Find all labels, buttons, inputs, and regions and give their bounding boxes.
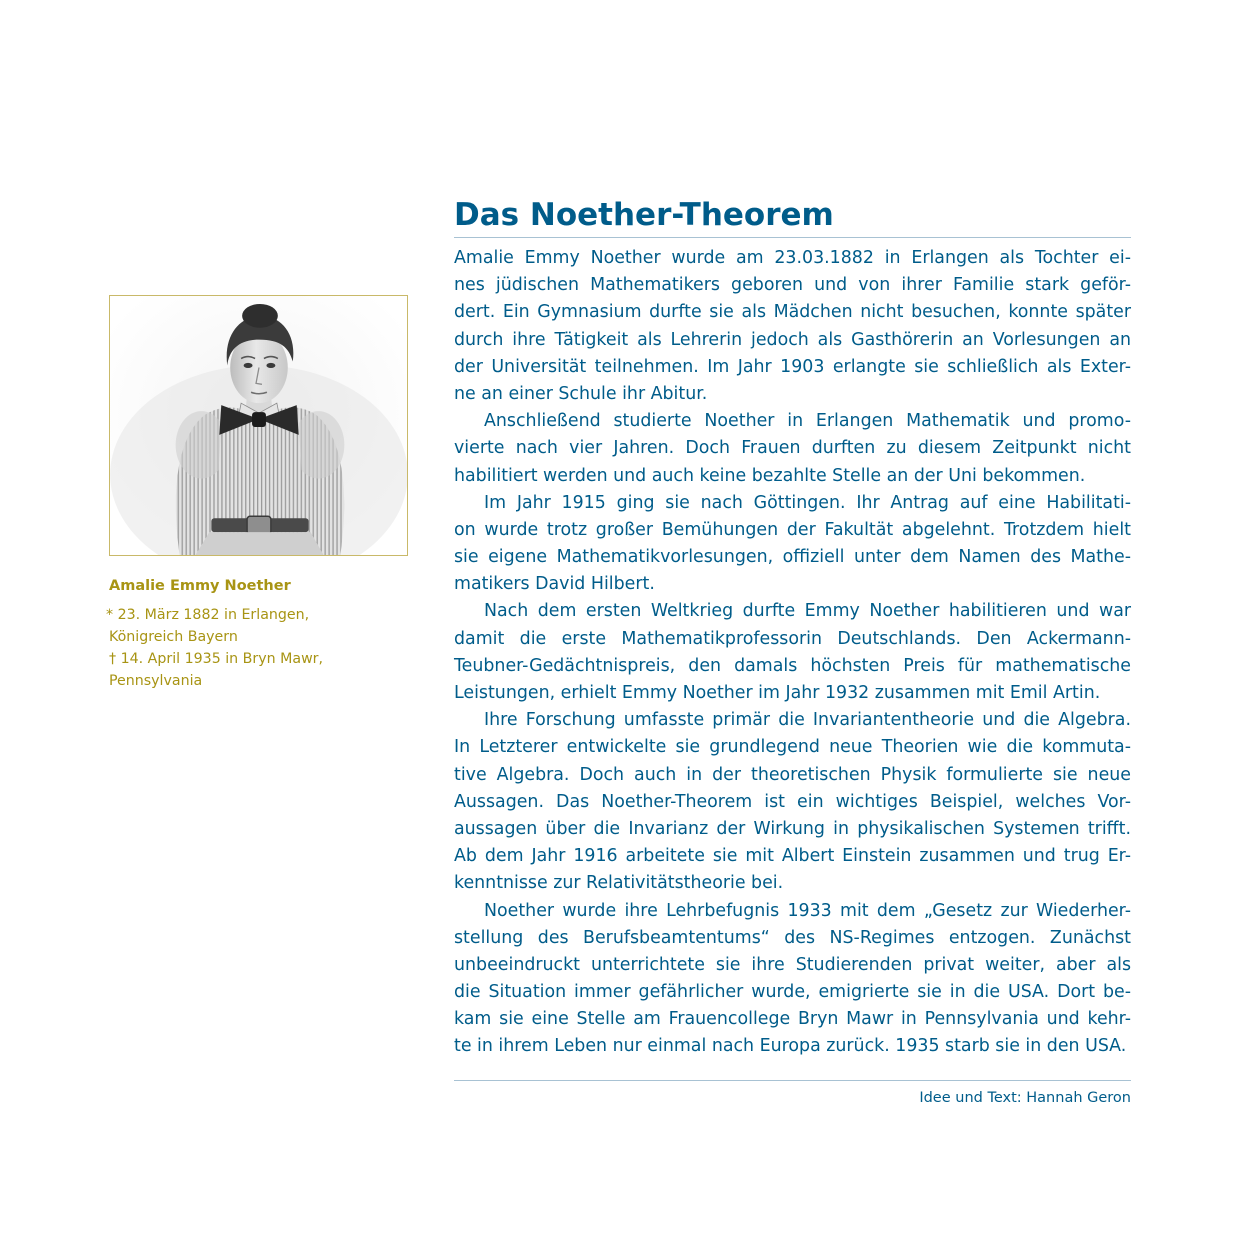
text-line: Ab dem Jahr 1916 arbeitete sie mit Albert Einstein zusammen und trug Er- [454,846,1131,867]
footer-divider [454,1080,1131,1081]
text-line: habilitiert werden und auch keine bezahlte Stelle an der Uni bekommen. [454,465,1086,486]
portrait-illustration [110,296,407,555]
text-line: ne an einer Schule ihr Abitur. [454,383,708,404]
text-line: Leistungen, erhielt Emmy Noether im Jahr 1932 zusammen mit Emil Artin. [454,683,1101,703]
text-line: sie eigene Mathematikvorlesungen, offiziell unter dem Namen des Mathe- [454,547,1131,568]
article [454,195,1131,1061]
text-line: der Universität teilnehmen. Im Jahr 1903 erlangte sie schließlich als Exter- [454,356,1131,377]
caption-name: Amalie Emmy Noether [109,578,291,594]
text-line: In Letzterer entwickelte sie grundlegend neue Theorien wie die kommuta- [454,737,1131,758]
article-body [454,245,1131,1061]
caption-birth-place: Königreich Bayern [109,629,238,645]
text-line: kam sie eine Stelle am Frauencollege Bryn Mawr in Pennsylvania und kehr- [454,1009,1131,1030]
page-title: Das Noether-Theorem [454,197,834,233]
text-line: durch ihre Tätigkeit als Lehrerin jedoch als Gasthörerin an Vorlesungen an [454,329,1131,350]
text-line: te in ihrem Leben nur einmal nach Europa zurück. 1935 starb sie in den USA. [454,1036,1127,1057]
text-line: matikers David Hilbert. [454,574,655,595]
text-line: Teubner-Gedächtnispreis, den damals höchsten Preis für mathematische [454,655,1131,676]
text-line: nes jüdischen Mathematikers geboren und von ihrer Familie stark geför- [454,275,1131,296]
portrait-caption [106,576,409,692]
text-line: Ihre Forschung umfasste primär die Invariantentheorie und die Algebra. [484,710,1131,731]
text-line: kenntnisse zur Relativitätstheorie bei. [454,873,784,894]
text-line: Im Jahr 1915 ging sie nach Göttingen. Ihr Antrag auf eine Habilitati- [484,492,1131,513]
text-line: tive Algebra. Doch auch in der theoretischen Physik formulierte sie neue [454,764,1131,785]
caption-death: † 14. April 1935 in Bryn Mawr, [109,651,324,667]
caption-death-place: Pennsylvania [109,673,203,689]
text-line: unbeeindruckt unterrichtete sie ihre Studierenden privat weiter, aber als [454,954,1131,975]
text-line: die Situation immer gefährlicher wurde, emigrierte sie in die USA. Dort be- [454,982,1131,1003]
text-line: damit die erste Mathematikprofessorin Deutschlands. Den Ackermann- [454,628,1131,649]
text-line: Amalie Emmy Noether wurde am 23.03.1882 in Erlangen als Tochter ei- [454,248,1131,268]
text-line: stellung des Berufsbeamtentums“ des NS-Regimes entzogen. Zunächst [454,927,1131,948]
text-line: Nach dem ersten Weltkrieg durfte Emmy Noether habilitieren und war [484,601,1131,622]
title-divider [454,237,1131,238]
text-line: Anschließend studierte Noether in Erlangen Mathematik und promo- [484,411,1131,432]
text-line: Aussagen. Das Noether-Theorem ist ein wichtiges Beispiel, welches Vor- [454,791,1131,812]
portrait-photo [109,295,408,556]
text-line: aussagen über die Invarianz der Wirkung in physikalischen Systemen trifft. [454,818,1131,839]
text-line: dert. Ein Gymnasium durfte sie als Mädchen nicht besuchen, konnte später [454,302,1131,323]
author-credit: Idee und Text: Hannah Geron [919,1090,1131,1106]
text-line: Noether wurde ihre Lehrbefugnis 1933 mit dem „Gesetz zur Wiederher- [484,900,1131,921]
text-line: on wurde trotz großer Bemühungen der Fakultät abgelehnt. Trotzdem hielt [454,519,1131,540]
text-line: vierte nach vier Jahren. Doch Frauen durften zu diesem Zeitpunkt nicht [454,438,1131,459]
caption-birth: * 23. März 1882 in Erlangen, [106,607,310,623]
